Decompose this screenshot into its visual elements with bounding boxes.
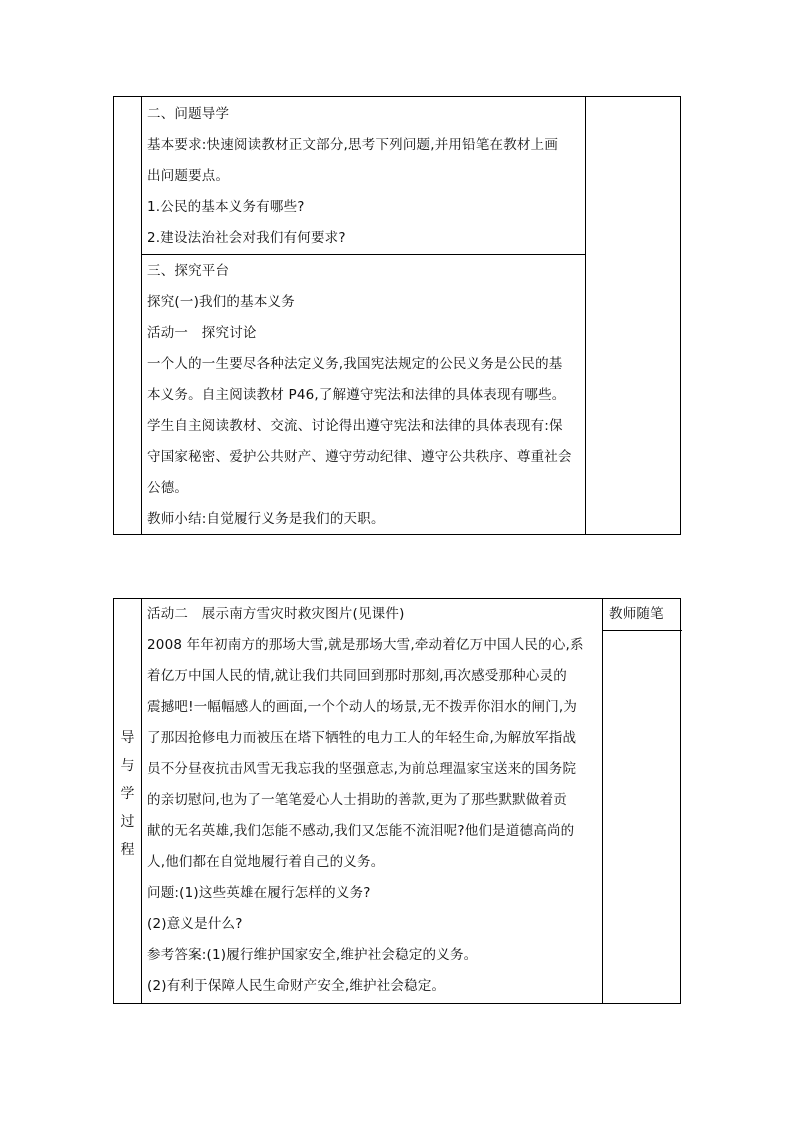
lesson-table-bottom xyxy=(113,598,681,1004)
column-divider-left xyxy=(141,599,142,1003)
teacher-notes-header: 教师随笔 xyxy=(609,606,664,622)
text-line: 一个人的一生要尽各种法定义务,我国宪法规定的公民义务是公民的基 xyxy=(147,356,563,372)
text-line: 的亲切慰问,也为了一笔笔爱心人士捐助的善款,更为了那些默默做着贡 xyxy=(147,792,567,808)
text-line: 学生自主阅读教材、交流、讨论得出遵守宪法和法律的具体表现有:保 xyxy=(147,418,563,434)
side-label-char: 学 xyxy=(120,786,135,802)
text-line: (2)有利于保障人民生命财产安全,维护社会稳定。 xyxy=(147,978,446,994)
section-inquiry-platform xyxy=(147,256,587,535)
text-line: 2.建设法治社会对我们有何要求? xyxy=(147,230,346,246)
text-line: 探究(一)我们的基本义务 xyxy=(147,294,295,310)
column-divider-right xyxy=(602,599,603,1003)
side-label-char: 程 xyxy=(120,842,135,858)
text-line: 出问题要点。 xyxy=(147,168,230,184)
side-label-char: 导 xyxy=(120,730,135,746)
notes-header-divider xyxy=(602,630,682,631)
text-line: 2008 年年初南方的那场大雪,就是那场大雪,牵动着亿万中国人民的心,系 xyxy=(147,637,584,653)
text-line: 人,他们都在自觉地履行着自己的义务。 xyxy=(147,854,385,870)
side-label-char: 过 xyxy=(120,814,135,830)
row-divider xyxy=(141,254,585,255)
text-line: 本义务。自主阅读教材 P46,了解遵守宪法和法律的具体表现有哪些。 xyxy=(147,387,566,403)
text-line: (2)意义是什么? xyxy=(147,916,243,932)
text-line: 了那因抢修电力而被压在塔下牺牲的电力工人的年轻生命,为解放军指战 xyxy=(147,730,577,746)
text-line: 参考答案:(1)履行维护国家安全,维护社会稳定的义务。 xyxy=(147,947,478,963)
section-title: 三、探究平台 xyxy=(147,263,230,279)
text-line: 献的无名英雄,我们怎能不感动,我们又怎能不流泪呢?他们是道德高尚的 xyxy=(147,823,575,839)
text-line: 1.公民的基本义务有哪些? xyxy=(147,199,305,215)
column-divider-left xyxy=(141,97,142,534)
text-line: 活动二 展示南方雪灾时救灾图片(见课件) xyxy=(147,606,405,622)
text-line: 员不分昼夜抗击风雪无我忘我的坚强意志,为前总理温家宝送来的国务院 xyxy=(147,761,577,777)
section-title: 二、问题导学 xyxy=(147,106,230,122)
text-line: 基本要求:快速阅读教材正文部分,思考下列问题,并用铅笔在教材上画 xyxy=(147,137,559,153)
text-line: 教师小结:自觉履行义务是我们的天职。 xyxy=(147,511,385,527)
text-line: 公德。 xyxy=(147,480,189,496)
lesson-table-top xyxy=(113,96,681,535)
text-line: 守国家秘密、爱护公共财产、遵守劳动纪律、遵守公共秩序、尊重社会 xyxy=(147,449,572,465)
text-line: 着亿万中国人民的情,就让我们共同回到那时那刻,再次感受那种心灵的 xyxy=(147,668,567,684)
side-label-teaching-process xyxy=(114,724,141,864)
text-line: 活动一 探究讨论 xyxy=(147,325,257,341)
side-label-char: 与 xyxy=(120,758,135,774)
activity-two-content xyxy=(147,599,602,1002)
text-line: 震撼吧!一幅幅感人的画面,一个个动人的场景,无不拨弄你泪水的闸门,为 xyxy=(147,699,578,715)
section-problem-guide xyxy=(147,99,587,254)
text-line: 问题:(1)这些英雄在履行怎样的义务? xyxy=(147,885,371,901)
